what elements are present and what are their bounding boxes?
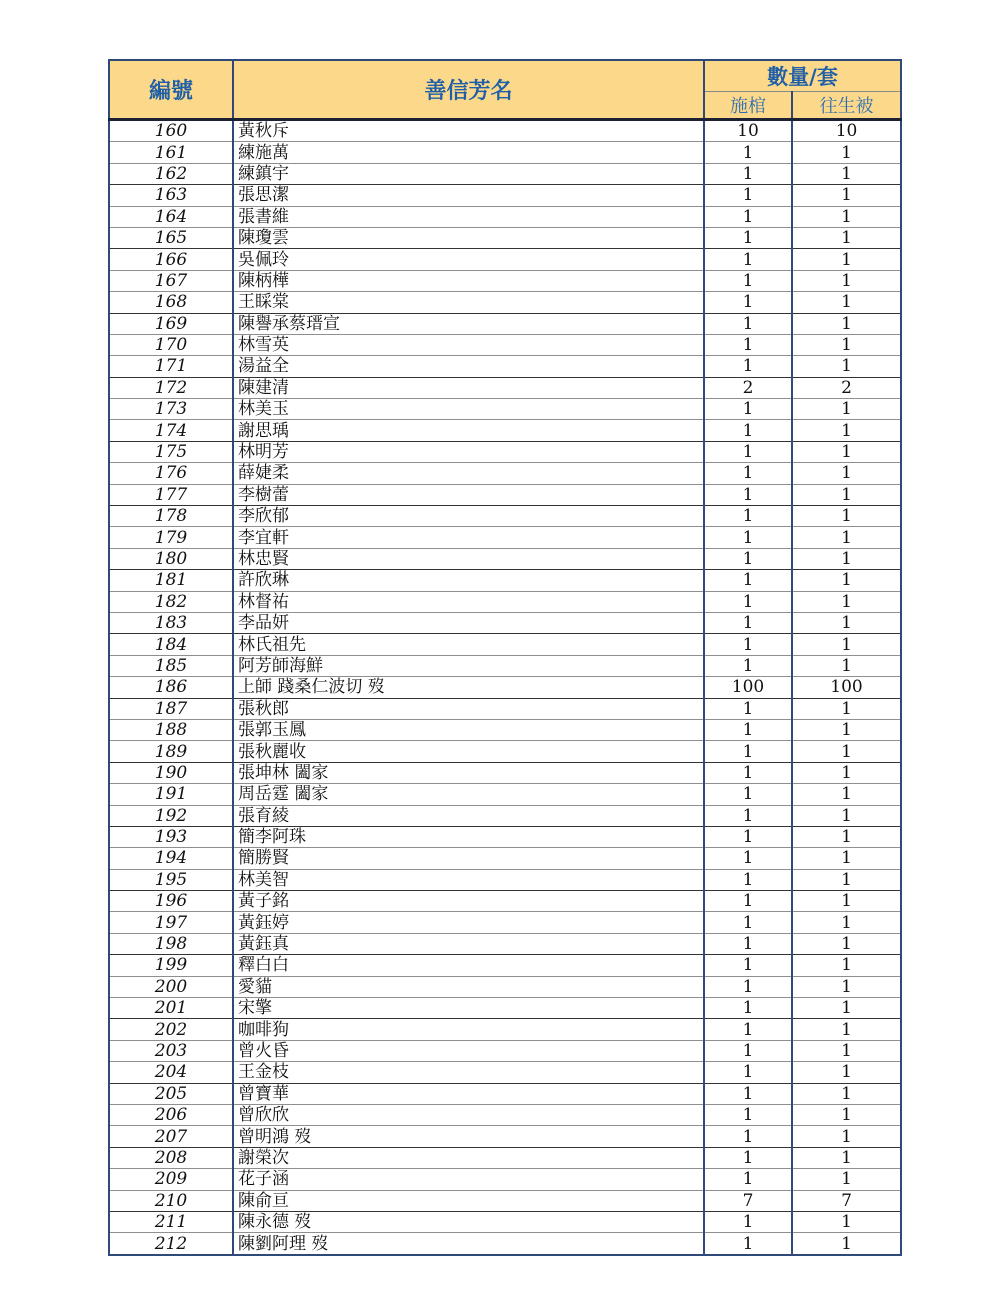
donor-name: 李欣郁 <box>233 506 704 527</box>
shroud-qty: 1 <box>792 163 901 184</box>
table-row <box>109 527 901 548</box>
coffin-qty: 1 <box>704 655 792 676</box>
coffin-qty: 1 <box>704 1233 792 1255</box>
coffin-qty: 1 <box>704 612 792 633</box>
donor-name: 宋擎 <box>233 998 704 1019</box>
table-row <box>109 441 901 462</box>
table-row <box>109 377 901 398</box>
row-id: 176 <box>109 463 233 484</box>
row-id: 166 <box>109 249 233 270</box>
row-id: 171 <box>109 356 233 377</box>
coffin-qty: 1 <box>704 762 792 783</box>
coffin-qty: 1 <box>704 484 792 505</box>
donor-name: 林明芳 <box>233 441 704 462</box>
row-id: 194 <box>109 848 233 869</box>
table-row <box>109 891 901 912</box>
shroud-qty: 1 <box>792 484 901 505</box>
coffin-qty: 1 <box>704 1040 792 1061</box>
table-row <box>109 912 901 933</box>
table-row <box>109 1169 901 1190</box>
table-row <box>109 1104 901 1125</box>
table-row <box>109 762 901 783</box>
donor-name: 咖啡狗 <box>233 1019 704 1040</box>
donor-name: 陳建清 <box>233 377 704 398</box>
donor-name: 練施萬 <box>233 142 704 163</box>
shroud-qty: 1 <box>792 826 901 847</box>
coffin-qty: 1 <box>704 826 792 847</box>
coffin-qty: 1 <box>704 1211 792 1232</box>
table-row <box>109 249 901 270</box>
donor-table <box>108 59 902 1256</box>
row-id: 162 <box>109 163 233 184</box>
table-row <box>109 506 901 527</box>
row-id: 181 <box>109 570 233 591</box>
shroud-qty: 1 <box>792 848 901 869</box>
row-id: 163 <box>109 185 233 206</box>
shroud-qty: 1 <box>792 741 901 762</box>
row-id: 185 <box>109 655 233 676</box>
donor-name: 陳譽承蔡瑨宣 <box>233 313 704 334</box>
shroud-qty: 1 <box>792 356 901 377</box>
row-id: 211 <box>109 1211 233 1232</box>
table-row <box>109 548 901 569</box>
shroud-qty: 1 <box>792 933 901 954</box>
donor-name: 王金枝 <box>233 1062 704 1083</box>
shroud-qty: 1 <box>792 912 901 933</box>
coffin-qty: 1 <box>704 1019 792 1040</box>
donor-name: 張思潔 <box>233 185 704 206</box>
row-id: 169 <box>109 313 233 334</box>
row-id: 167 <box>109 270 233 291</box>
row-id: 209 <box>109 1169 233 1190</box>
donor-name: 謝思瑀 <box>233 420 704 441</box>
donor-name: 薛婕柔 <box>233 463 704 484</box>
row-id: 188 <box>109 719 233 740</box>
coffin-qty: 1 <box>704 891 792 912</box>
coffin-qty: 1 <box>704 741 792 762</box>
table-row <box>109 848 901 869</box>
donor-name: 釋白白 <box>233 955 704 976</box>
coffin-qty: 1 <box>704 698 792 719</box>
row-id: 170 <box>109 334 233 355</box>
donor-name: 李品妍 <box>233 612 704 633</box>
donor-name: 周岳霆 闔家 <box>233 784 704 805</box>
row-id: 187 <box>109 698 233 719</box>
shroud-qty: 1 <box>792 891 901 912</box>
row-id: 198 <box>109 933 233 954</box>
table-row <box>109 206 901 227</box>
coffin-qty: 1 <box>704 334 792 355</box>
row-id: 182 <box>109 591 233 612</box>
table-row <box>109 120 901 142</box>
donor-name: 林雪英 <box>233 334 704 355</box>
row-id: 168 <box>109 292 233 313</box>
shroud-qty: 1 <box>792 420 901 441</box>
table-row <box>109 163 901 184</box>
shroud-qty: 100 <box>792 677 901 698</box>
table-row <box>109 334 901 355</box>
shroud-qty: 1 <box>792 634 901 655</box>
table-row <box>109 1147 901 1168</box>
table-row <box>109 356 901 377</box>
row-id: 207 <box>109 1126 233 1147</box>
donor-name: 上師 踐桑仁波切 歿 <box>233 677 704 698</box>
shroud-qty: 7 <box>792 1190 901 1211</box>
row-id: 205 <box>109 1083 233 1104</box>
coffin-qty: 1 <box>704 933 792 954</box>
coffin-qty: 1 <box>704 249 792 270</box>
shroud-qty: 1 <box>792 976 901 997</box>
coffin-qty: 1 <box>704 548 792 569</box>
shroud-qty: 1 <box>792 655 901 676</box>
row-id: 195 <box>109 869 233 890</box>
coffin-qty: 1 <box>704 848 792 869</box>
coffin-qty: 10 <box>704 120 792 142</box>
table-row <box>109 1040 901 1061</box>
row-id: 175 <box>109 441 233 462</box>
table-row <box>109 784 901 805</box>
table-row <box>109 805 901 826</box>
table-row <box>109 484 901 505</box>
row-id: 186 <box>109 677 233 698</box>
donor-name: 陳劉阿理 歿 <box>233 1233 704 1255</box>
coffin-qty: 1 <box>704 955 792 976</box>
row-id: 193 <box>109 826 233 847</box>
shroud-qty: 1 <box>792 955 901 976</box>
coffin-qty: 1 <box>704 356 792 377</box>
coffin-qty: 1 <box>704 441 792 462</box>
row-id: 199 <box>109 955 233 976</box>
row-id: 204 <box>109 1062 233 1083</box>
donor-name: 張秋郎 <box>233 698 704 719</box>
shroud-qty: 1 <box>792 698 901 719</box>
coffin-qty: 1 <box>704 976 792 997</box>
coffin-qty: 1 <box>704 1147 792 1168</box>
coffin-qty: 1 <box>704 1126 792 1147</box>
table-row <box>109 1211 901 1232</box>
table-row <box>109 270 901 291</box>
shroud-qty: 1 <box>792 1211 901 1232</box>
shroud-qty: 1 <box>792 805 901 826</box>
shroud-qty: 1 <box>792 463 901 484</box>
coffin-qty: 1 <box>704 463 792 484</box>
donor-name: 林美智 <box>233 869 704 890</box>
shroud-qty: 1 <box>792 548 901 569</box>
header-name: 善信芳名 <box>233 60 704 120</box>
donor-name: 阿芳師海鮮 <box>233 655 704 676</box>
coffin-qty: 1 <box>704 1062 792 1083</box>
coffin-qty: 1 <box>704 805 792 826</box>
coffin-qty: 1 <box>704 142 792 163</box>
shroud-qty: 1 <box>792 1169 901 1190</box>
coffin-qty: 1 <box>704 912 792 933</box>
coffin-qty: 100 <box>704 677 792 698</box>
shroud-qty: 1 <box>792 998 901 1019</box>
coffin-qty: 1 <box>704 1083 792 1104</box>
header-shroud: 往生被 <box>792 92 901 120</box>
donor-name: 張坤林 闔家 <box>233 762 704 783</box>
shroud-qty: 1 <box>792 506 901 527</box>
donor-name: 張秋麗收 <box>233 741 704 762</box>
row-id: 165 <box>109 227 233 248</box>
table-row <box>109 998 901 1019</box>
header-coffin: 施棺 <box>704 92 792 120</box>
shroud-qty: 1 <box>792 185 901 206</box>
row-id: 179 <box>109 527 233 548</box>
shroud-qty: 1 <box>792 1233 901 1255</box>
coffin-qty: 1 <box>704 313 792 334</box>
table-row <box>109 227 901 248</box>
table-row <box>109 420 901 441</box>
table-row <box>109 142 901 163</box>
coffin-qty: 1 <box>704 570 792 591</box>
table-row <box>109 591 901 612</box>
table-row <box>109 955 901 976</box>
donor-name: 曾欣欣 <box>233 1104 704 1125</box>
table-row <box>109 463 901 484</box>
row-id: 191 <box>109 784 233 805</box>
table-row <box>109 1126 901 1147</box>
table-row <box>109 1083 901 1104</box>
row-id: 173 <box>109 399 233 420</box>
coffin-qty: 1 <box>704 185 792 206</box>
table-row <box>109 612 901 633</box>
donor-name: 曾火昏 <box>233 1040 704 1061</box>
shroud-qty: 1 <box>792 1019 901 1040</box>
shroud-qty: 1 <box>792 719 901 740</box>
table-row <box>109 741 901 762</box>
row-id: 192 <box>109 805 233 826</box>
table-row <box>109 655 901 676</box>
coffin-qty: 1 <box>704 527 792 548</box>
shroud-qty: 2 <box>792 377 901 398</box>
table-row <box>109 399 901 420</box>
shroud-qty: 1 <box>792 612 901 633</box>
shroud-qty: 1 <box>792 570 901 591</box>
row-id: 174 <box>109 420 233 441</box>
row-id: 210 <box>109 1190 233 1211</box>
shroud-qty: 1 <box>792 591 901 612</box>
shroud-qty: 1 <box>792 1083 901 1104</box>
coffin-qty: 1 <box>704 506 792 527</box>
row-id: 183 <box>109 612 233 633</box>
shroud-qty: 1 <box>792 227 901 248</box>
shroud-qty: 1 <box>792 334 901 355</box>
header-id: 編號 <box>109 60 233 120</box>
donor-name: 黃秋斥 <box>233 120 704 142</box>
table-body <box>109 120 901 1255</box>
coffin-qty: 1 <box>704 270 792 291</box>
donor-name: 許欣琳 <box>233 570 704 591</box>
donor-name: 陳柄樺 <box>233 270 704 291</box>
shroud-qty: 1 <box>792 527 901 548</box>
row-id: 164 <box>109 206 233 227</box>
shroud-qty: 1 <box>792 1062 901 1083</box>
table-header <box>109 60 901 120</box>
donor-name: 愛貓 <box>233 976 704 997</box>
row-id: 203 <box>109 1040 233 1061</box>
shroud-qty: 1 <box>792 1126 901 1147</box>
table-row <box>109 570 901 591</box>
donor-name: 王睬棠 <box>233 292 704 313</box>
shroud-qty: 10 <box>792 120 901 142</box>
table-row <box>109 1190 901 1211</box>
shroud-qty: 1 <box>792 313 901 334</box>
coffin-qty: 1 <box>704 869 792 890</box>
donor-name: 李樹蕾 <box>233 484 704 505</box>
coffin-qty: 1 <box>704 634 792 655</box>
shroud-qty: 1 <box>792 249 901 270</box>
donor-name: 吳佩玲 <box>233 249 704 270</box>
row-id: 202 <box>109 1019 233 1040</box>
coffin-qty: 1 <box>704 1104 792 1125</box>
row-id: 200 <box>109 976 233 997</box>
shroud-qty: 1 <box>792 292 901 313</box>
donor-name: 黃鈺婷 <box>233 912 704 933</box>
shroud-qty: 1 <box>792 1040 901 1061</box>
donor-name: 林美玉 <box>233 399 704 420</box>
row-id: 180 <box>109 548 233 569</box>
coffin-qty: 1 <box>704 998 792 1019</box>
coffin-qty: 1 <box>704 1169 792 1190</box>
donor-name: 林督祐 <box>233 591 704 612</box>
donor-name: 謝榮次 <box>233 1147 704 1168</box>
shroud-qty: 1 <box>792 762 901 783</box>
row-id: 212 <box>109 1233 233 1255</box>
donor-name: 花子涵 <box>233 1169 704 1190</box>
row-id: 172 <box>109 377 233 398</box>
table-row <box>109 869 901 890</box>
row-id: 184 <box>109 634 233 655</box>
table-row <box>109 698 901 719</box>
coffin-qty: 1 <box>704 784 792 805</box>
shroud-qty: 1 <box>792 270 901 291</box>
row-id: 196 <box>109 891 233 912</box>
table-row <box>109 313 901 334</box>
row-id: 208 <box>109 1147 233 1168</box>
header-quantity-group: 數量/套 <box>704 60 901 92</box>
donor-name: 黃子銘 <box>233 891 704 912</box>
row-id: 206 <box>109 1104 233 1125</box>
row-id: 177 <box>109 484 233 505</box>
row-id: 160 <box>109 120 233 142</box>
donor-name: 簡勝賢 <box>233 848 704 869</box>
coffin-qty: 1 <box>704 719 792 740</box>
table-row <box>109 933 901 954</box>
table-row <box>109 185 901 206</box>
coffin-qty: 1 <box>704 292 792 313</box>
shroud-qty: 1 <box>792 1104 901 1125</box>
row-id: 197 <box>109 912 233 933</box>
shroud-qty: 1 <box>792 206 901 227</box>
donor-name: 張書維 <box>233 206 704 227</box>
shroud-qty: 1 <box>792 441 901 462</box>
row-id: 178 <box>109 506 233 527</box>
donor-name: 林氏祖先 <box>233 634 704 655</box>
table-row <box>109 677 901 698</box>
row-id: 161 <box>109 142 233 163</box>
donor-name: 陳瓊雲 <box>233 227 704 248</box>
table-row <box>109 1233 901 1255</box>
donor-name: 黃鈺真 <box>233 933 704 954</box>
donor-name: 簡李阿珠 <box>233 826 704 847</box>
coffin-qty: 1 <box>704 591 792 612</box>
coffin-qty: 1 <box>704 163 792 184</box>
table-row <box>109 976 901 997</box>
table-row <box>109 634 901 655</box>
table-row <box>109 826 901 847</box>
shroud-qty: 1 <box>792 142 901 163</box>
shroud-qty: 1 <box>792 1147 901 1168</box>
donor-name: 湯益全 <box>233 356 704 377</box>
donor-name: 張育綾 <box>233 805 704 826</box>
coffin-qty: 1 <box>704 227 792 248</box>
shroud-qty: 1 <box>792 784 901 805</box>
donor-name: 林忠賢 <box>233 548 704 569</box>
donor-name: 張郭玉鳳 <box>233 719 704 740</box>
coffin-qty: 1 <box>704 206 792 227</box>
table-row <box>109 1019 901 1040</box>
coffin-qty: 7 <box>704 1190 792 1211</box>
row-id: 190 <box>109 762 233 783</box>
donor-name: 曾寶華 <box>233 1083 704 1104</box>
table-row <box>109 292 901 313</box>
table-row <box>109 719 901 740</box>
row-id: 189 <box>109 741 233 762</box>
donor-name: 練鎮宇 <box>233 163 704 184</box>
coffin-qty: 1 <box>704 420 792 441</box>
donor-name: 李宜軒 <box>233 527 704 548</box>
table-row <box>109 1062 901 1083</box>
donor-name: 陳永德 歿 <box>233 1211 704 1232</box>
coffin-qty: 2 <box>704 377 792 398</box>
coffin-qty: 1 <box>704 399 792 420</box>
shroud-qty: 1 <box>792 869 901 890</box>
shroud-qty: 1 <box>792 399 901 420</box>
donor-name: 陳俞亘 <box>233 1190 704 1211</box>
row-id: 201 <box>109 998 233 1019</box>
donor-name: 曾明鴻 歿 <box>233 1126 704 1147</box>
